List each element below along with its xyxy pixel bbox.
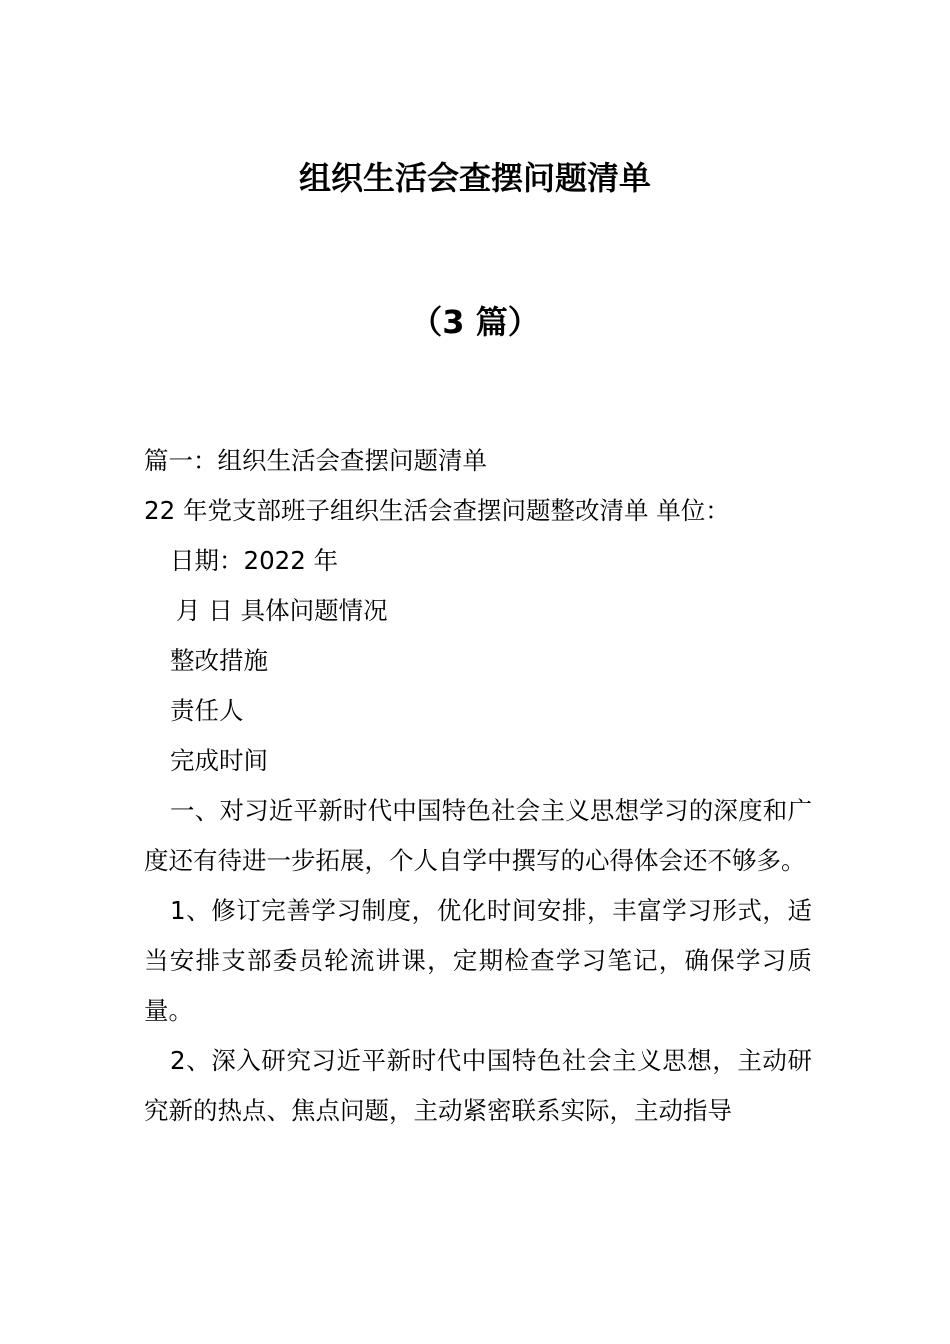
document-title: 组织生活会查摆问题清单 xyxy=(298,159,651,197)
column-header-problem: 月 日 具体问题情况 xyxy=(176,596,388,625)
section-heading: 篇一：组织生活会查摆问题清单 xyxy=(144,446,487,475)
problem-paragraph: 一、对习近平新时代中国特色社会主义思想学习的深度和广度还有待进一步拓展，个人自学中撰写的心得体会还不够多。 xyxy=(144,796,812,875)
date-line: 日期：2022 年 xyxy=(170,546,339,575)
document-body xyxy=(144,436,812,1136)
list-title-line: 22 年党支部班子组织生活会查摆问题整改清单 单位： xyxy=(144,496,730,525)
column-header-deadline: 完成时间 xyxy=(170,746,268,775)
measure-paragraph-1: 1、修订完善学习制度，优化时间安排，丰富学习形式，适当安排支部委员轮流讲课，定期检查学习笔记，确保学习质量。 xyxy=(144,896,812,1025)
column-header-measures: 整改措施 xyxy=(170,646,268,675)
measure-paragraph-2: 2、深入研究习近平新时代中国特色社会主义思想，主动研究新的热点、焦点问题，主动紧密联系实际，主动指导 xyxy=(144,1046,812,1125)
document-subtitle: （3 篇） xyxy=(410,303,540,341)
column-header-responsible: 责任人 xyxy=(170,696,244,725)
